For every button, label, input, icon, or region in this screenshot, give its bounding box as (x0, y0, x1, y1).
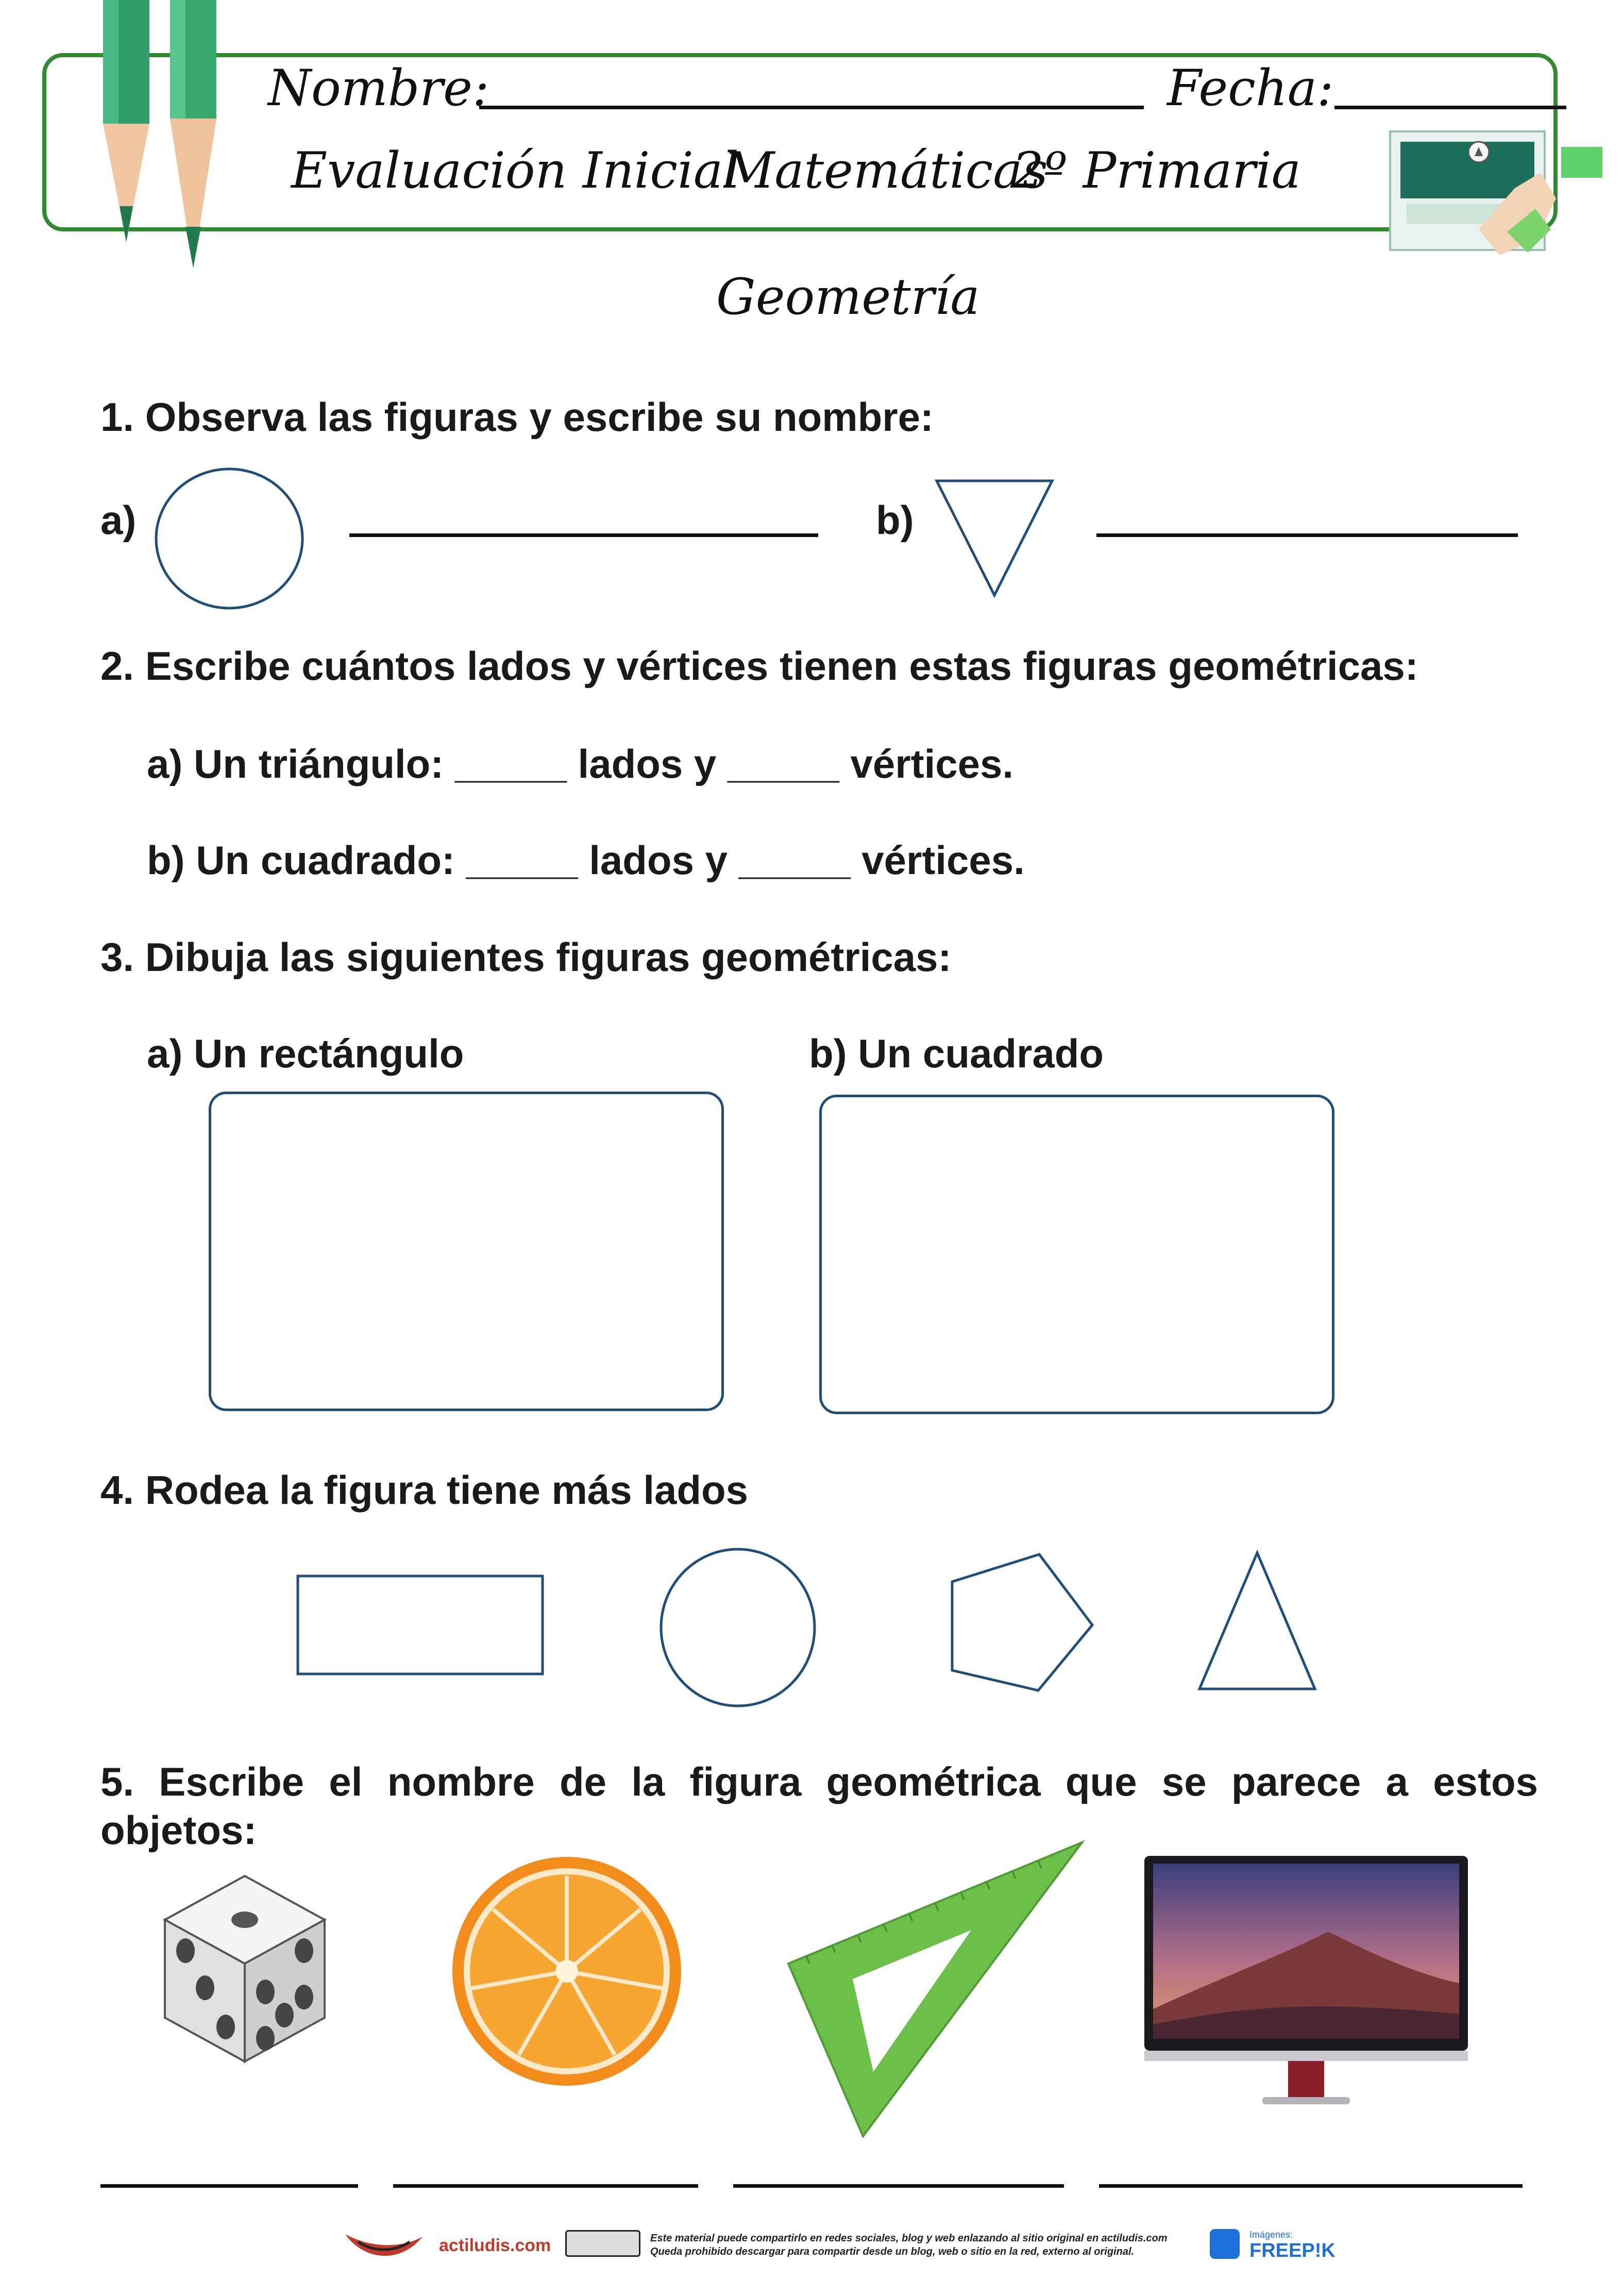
question-5-title-text: 5. Escribe el nombre de la figura geométrica que se parece a estos (100, 1759, 1538, 1804)
grade-title: 2º Primaria (1012, 142, 1301, 199)
license-line-1: Este material puede compartirlo en redes sociales, blog y web enlazando al sitio original en actiludis.com (650, 2233, 1168, 2244)
question-1-title: 1. Observa las figuras y escribe su nombre: (100, 394, 934, 440)
dice-icon (160, 1873, 330, 2064)
drawing-box-square[interactable] (819, 1095, 1334, 1414)
question-5-title-line2: objetos: (100, 1807, 257, 1853)
triangle-shape[interactable] (1198, 1551, 1316, 1690)
circle-option-shape[interactable] (660, 1548, 817, 1707)
question-3b-label: b) Un cuadrado (809, 1031, 1104, 1076)
answer-5-set-square-line[interactable] (733, 2184, 1064, 2188)
answer-5-monitor-line[interactable] (1099, 2184, 1523, 2188)
question-2b: b) Un cuadrado: _____ lados y _____ vértices. (147, 837, 1025, 883)
question-3-title: 3. Dibuja las siguientes figuras geométricas: (100, 934, 952, 980)
pencils-icon (93, 0, 263, 278)
question-3a-label: a) Un rectángulo (147, 1031, 464, 1076)
drawing-box-rectangle[interactable] (209, 1092, 724, 1411)
name-field[interactable] (479, 106, 1144, 109)
question-4-title: 4. Rodea la figura tiene más lados (100, 1467, 749, 1513)
question-2-title: 2. Escribe cuántos lados y vértices tienen estas figuras geométricas: (100, 643, 1418, 689)
license-notice (650, 2232, 1191, 2258)
monitor-icon (1143, 1854, 1470, 2112)
classroom-illustration-icon (1386, 126, 1602, 265)
date-field[interactable] (1334, 106, 1566, 109)
freepik-logo-icon (1210, 2229, 1240, 2259)
date-label: Fecha: (1167, 59, 1334, 117)
set-square-icon (786, 1840, 1085, 2139)
question-1a-label: a) (100, 497, 137, 543)
freepik-label[interactable]: FREEP!K (1249, 2240, 1335, 2261)
question-1b-label: b) (876, 497, 914, 543)
footer-site[interactable]: actiludis.com (439, 2236, 551, 2255)
question-5-title-line1 (100, 1759, 1538, 1804)
orange-slice-icon (451, 1855, 683, 2087)
rectangle-shape[interactable] (296, 1574, 546, 1678)
subject-title: Matemáticas (724, 142, 1048, 199)
license-line-2: Queda prohibido descargar para compartir desde un blog, web o sitio en la red, externo al original. (650, 2246, 1135, 2257)
answer-5-orange-line[interactable] (393, 2184, 698, 2188)
images-label: Imágenes: (1249, 2230, 1293, 2240)
section-title: Geometría (716, 268, 980, 326)
answer-1a-line[interactable] (349, 533, 818, 537)
answer-1b-line[interactable] (1096, 533, 1518, 537)
cc-license-badge (565, 2230, 640, 2257)
inverted-triangle-shape (935, 479, 1054, 598)
answer-5-dice-line[interactable] (100, 2184, 358, 2188)
pentagon-shape[interactable] (951, 1553, 1095, 1692)
evaluation-title: Evaluación Inicial (291, 142, 739, 199)
actiludis-logo-icon (343, 2224, 425, 2270)
question-2a: a) Un triángulo: _____ lados y _____ vértices. (147, 741, 1014, 786)
circle-shape (155, 466, 304, 611)
name-label: Nombre: (268, 59, 489, 117)
